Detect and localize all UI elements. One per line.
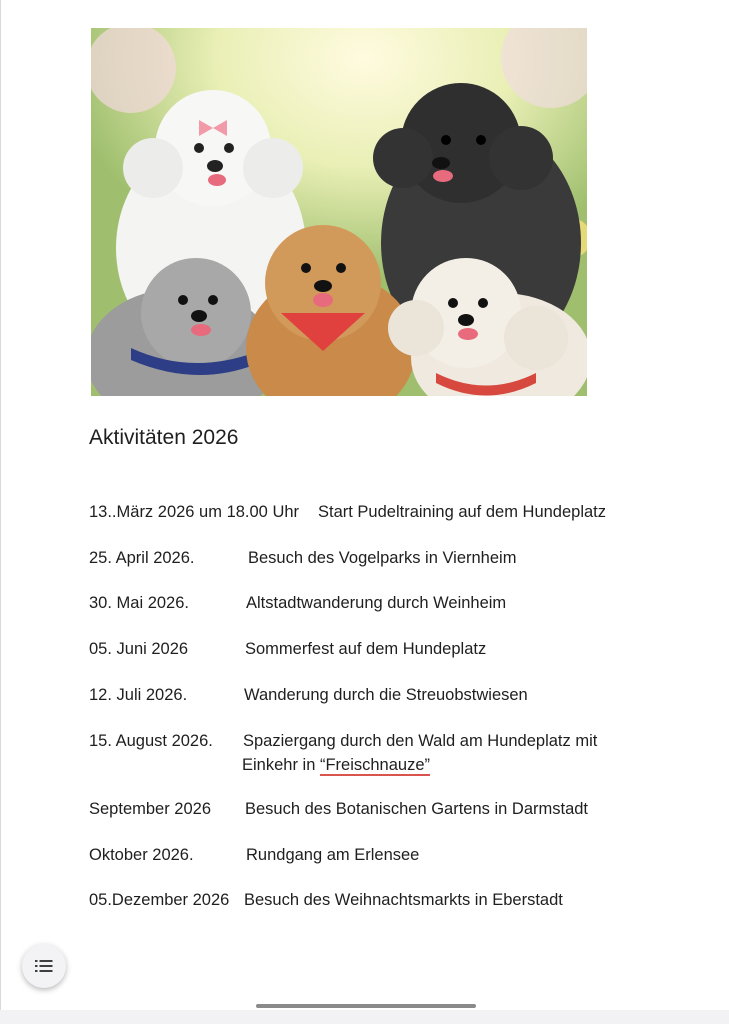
venue-name: “Freischnauze”	[319, 756, 431, 774]
page-edge	[0, 0, 1, 1010]
system-nav-bar	[0, 1010, 729, 1024]
event-date: 12. Juli 2026.	[89, 686, 188, 704]
event-date: 13..März 2026 um 18.00 Uhr	[89, 503, 300, 521]
event-text-line2: Einkehr in	[242, 756, 320, 774]
event-text: Rundgang am Erlensee	[246, 846, 420, 864]
event-date: 25. April 2026.	[89, 549, 195, 567]
gesture-handle[interactable]	[256, 1004, 476, 1008]
event-text: Wanderung durch die Streuobstwiesen	[244, 686, 528, 704]
poodles-photo	[91, 28, 587, 396]
event-date: 30. Mai 2026.	[89, 594, 189, 612]
event-date: 15. August 2026.	[89, 732, 213, 750]
event-text: Sommerfest auf dem Hundeplatz	[245, 640, 487, 658]
event-text: Start Pudeltraining auf dem Hundeplatz	[318, 503, 607, 521]
event-text: Spaziergang durch den Wald am Hundeplatz mit	[243, 732, 598, 750]
event-date: Oktober 2026.	[89, 846, 194, 864]
event-date: 05. Juni 2026	[89, 640, 189, 658]
event-text: Besuch des Weihnachtsmarkts in Eberstadt	[244, 891, 563, 909]
event-text: Besuch des Vogelparks in Viernheim	[248, 549, 517, 567]
event-text-continued	[242, 753, 430, 777]
outline-button[interactable]	[22, 944, 66, 988]
page-heading: Aktivitäten 2026	[89, 426, 239, 449]
list-icon	[35, 959, 53, 973]
event-text: Besuch des Botanischen Gartens in Darmstadt	[245, 800, 589, 818]
event-date: 05.Dezember 2026	[89, 891, 230, 909]
event-date: September 2026	[89, 800, 212, 818]
event-text: Altstadtwanderung durch Weinheim	[246, 594, 507, 612]
